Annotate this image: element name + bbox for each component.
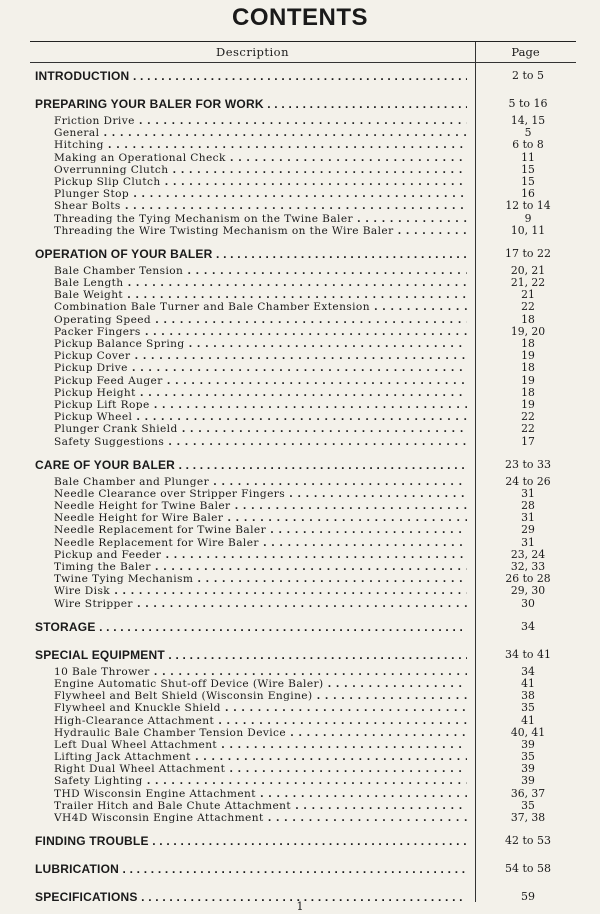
entry-page-ref: 39 — [521, 774, 535, 788]
entry-row — [30, 277, 576, 289]
section-row — [30, 830, 576, 852]
entry-page-ref: 34 — [521, 664, 535, 678]
entry-title: VH4D Wisconsin Engine Attachment . . . — [54, 812, 467, 824]
entry-row — [30, 500, 576, 512]
section-page-ref: 34 — [521, 619, 535, 633]
entry-title: Pickup Balance Spring . . . — [54, 338, 467, 350]
section-row — [30, 858, 576, 880]
entry-row — [30, 188, 576, 200]
section-title: OPERATION OF YOUR BALER . . . — [35, 243, 467, 265]
entry-title: High-Clearance Attachment . . . — [54, 715, 467, 727]
entry-row — [30, 524, 576, 536]
entry-page-ref: 21, 22 — [510, 276, 546, 290]
section-row — [30, 454, 576, 476]
entry-row — [30, 362, 576, 374]
entry-title: Right Dual Wheel Attachment . . . — [54, 763, 467, 775]
entry-title: Wire Stripper . . . — [54, 598, 467, 610]
entry-title: Safety Lighting . . . — [54, 775, 467, 787]
entry-title: Lifting Jack Attachment . . . — [54, 751, 467, 763]
section-title: SPECIFICATIONS . . . — [35, 886, 467, 908]
entry-page-ref: 22 — [521, 300, 535, 314]
entry-page-ref: 11 — [521, 150, 535, 164]
section-title: LUBRICATION . . . — [35, 858, 467, 880]
entry-row — [30, 338, 576, 350]
entry-title: Needle Clearance over Stripper Fingers . . . — [54, 488, 467, 500]
entry-page-ref: 19 — [521, 349, 535, 363]
entry-page-ref: 40, 41 — [510, 725, 546, 739]
entry-row — [30, 164, 576, 176]
page-number: 1 — [296, 900, 304, 913]
contents-table — [30, 41, 576, 905]
entry-page-ref: 30 — [521, 596, 535, 610]
entry-title: Bale Length . . . — [54, 277, 467, 289]
entry-row — [30, 678, 576, 690]
entry-page-ref: 37, 38 — [510, 811, 546, 824]
entry-row — [30, 350, 576, 362]
entry-page-ref: 16 — [521, 187, 535, 201]
section-title: INTRODUCTION . . . — [35, 65, 467, 87]
entry-row — [30, 423, 576, 435]
entry-row — [30, 115, 576, 127]
entry-title: Twine Tying Mechanism . . . — [54, 573, 467, 585]
entry-row — [30, 326, 576, 338]
entry-page-ref: 9 — [524, 211, 532, 225]
entry-page-ref: 15 — [521, 162, 535, 176]
entry-title: Bale Weight . . . — [54, 289, 467, 301]
entry-title: Engine Automatic Shut-off Device (Wire Baler) . . . — [54, 678, 467, 690]
entry-page-ref: 19 — [521, 373, 535, 387]
entry-page-ref: 31 — [521, 535, 535, 549]
entry-title: Pickup Drive . . . — [54, 362, 467, 374]
entry-row — [30, 727, 576, 739]
entry-title: Pickup Lift Rope . . . — [54, 399, 467, 411]
entry-title: Pickup Cover . . . — [54, 350, 467, 362]
entry-page-ref: 35 — [521, 798, 535, 812]
section-row — [30, 93, 576, 115]
entry-row — [30, 549, 576, 561]
entry-page-ref: 36, 37 — [510, 786, 546, 800]
entry-page-ref: 18 — [521, 385, 535, 399]
entry-row — [30, 666, 576, 678]
entry-page-ref: 14, 15 — [510, 114, 546, 127]
entry-row — [30, 265, 576, 277]
entry-page-ref: 19 — [521, 397, 535, 411]
section-row — [30, 644, 576, 666]
entry-row — [30, 301, 576, 313]
entry-title: Bale Chamber and Plunger . . . — [54, 476, 467, 488]
entry-title: Trailer Hitch and Bale Chute Attachment . . . — [54, 800, 467, 812]
entry-page-ref: 18 — [521, 361, 535, 375]
entry-row — [30, 225, 576, 237]
entry-row — [30, 200, 576, 212]
entry-page-ref: 17 — [521, 434, 535, 448]
entry-page-ref: 29 — [521, 523, 535, 537]
entry-row — [30, 488, 576, 500]
entry-page-ref: 35 — [521, 750, 535, 764]
page-header: Page — [511, 45, 540, 59]
entry-title: Making an Operational Check . . . — [54, 152, 467, 164]
entry-title: Shear Bolts . . . — [54, 200, 467, 212]
entry-page-ref: 31 — [521, 486, 535, 500]
entry-page-ref: 41 — [521, 713, 535, 727]
entry-row — [30, 399, 576, 411]
entry-page-ref: 22 — [521, 422, 535, 436]
section-page-ref: 17 to 22 — [504, 246, 552, 260]
entry-page-ref: 41 — [521, 676, 535, 690]
contents-rows — [30, 65, 576, 908]
entry-row — [30, 598, 576, 610]
entry-row — [30, 476, 576, 488]
entry-row — [30, 213, 576, 225]
section-page-ref: 42 to 53 — [504, 834, 552, 848]
entry-title: Packer Fingers . . . — [54, 326, 467, 338]
entry-row — [30, 715, 576, 727]
entry-row — [30, 702, 576, 714]
entry-title: General . . . — [54, 127, 467, 139]
entry-page-ref: 35 — [521, 701, 535, 715]
entry-row — [30, 763, 576, 775]
description-header: Description — [215, 45, 290, 59]
entry-title: Needle Height for Twine Baler . . . — [54, 500, 467, 512]
entry-page-ref: 26 to 28 — [505, 572, 551, 586]
entry-title: Pickup Slip Clutch . . . — [54, 176, 467, 188]
section-page-ref: 59 — [521, 890, 535, 904]
entry-row — [30, 176, 576, 188]
entry-row — [30, 512, 576, 524]
entry-title: Flywheel and Belt Shield (Wisconsin Engine) . . . — [54, 690, 467, 702]
entry-row — [30, 800, 576, 812]
entry-page-ref: 5 — [524, 126, 532, 140]
entry-page-ref: 32, 33 — [510, 560, 546, 573]
entry-page-ref: 28 — [521, 499, 535, 513]
entry-title: Plunger Stop . . . — [54, 188, 467, 200]
entry-title: Needle Replacement for Wire Baler . . . — [54, 537, 467, 549]
entry-row — [30, 127, 576, 139]
entry-title: Needle Height for Wire Baler . . . — [54, 512, 467, 524]
entry-page-ref: 12 to 14 — [505, 199, 551, 213]
section-title: PREPARING YOUR BALER FOR WORK . . . — [35, 93, 467, 115]
entry-row — [30, 585, 576, 597]
table-header — [30, 42, 576, 63]
entry-title: Pickup Wheel . . . — [54, 411, 467, 423]
entry-title: Safety Suggestions . . . — [54, 436, 467, 448]
entry-page-ref: 10, 11 — [510, 223, 546, 237]
entry-row — [30, 812, 576, 824]
entry-row — [30, 573, 576, 585]
entry-row — [30, 152, 576, 164]
entry-row — [30, 690, 576, 702]
entry-page-ref: 39 — [521, 737, 535, 751]
section-page-ref: 34 to 41 — [504, 647, 552, 661]
entry-row — [30, 788, 576, 800]
section-title: CARE OF YOUR BALER . . . — [35, 454, 467, 476]
entry-title: Pickup and Feeder . . . — [54, 549, 467, 561]
section-title: FINDING TROUBLE . . . — [35, 830, 467, 852]
entry-page-ref: 39 — [521, 762, 535, 776]
entry-page-ref: 20, 21 — [510, 263, 546, 277]
entry-row — [30, 436, 576, 448]
entry-title: Pickup Height . . . — [54, 387, 467, 399]
entry-page-ref: 18 — [521, 337, 535, 350]
section-row — [30, 65, 576, 87]
entry-title: 10 Bale Thrower . . . — [54, 666, 467, 678]
entry-row — [30, 751, 576, 763]
entry-page-ref: 22 — [521, 410, 535, 424]
entry-row — [30, 387, 576, 399]
section-title: SPECIAL EQUIPMENT . . . — [35, 644, 467, 666]
entry-row — [30, 375, 576, 387]
entry-title: Bale Chamber Tension . . . — [54, 265, 467, 277]
entry-title: Flywheel and Knuckle Shield . . . — [54, 702, 467, 714]
entry-title: Hydraulic Bale Chamber Tension Device . . . — [54, 727, 467, 739]
section-row — [30, 616, 576, 638]
entry-page-ref: 15 — [521, 174, 535, 188]
page-title: CONTENTS — [232, 4, 368, 31]
entry-title: Threading the Wire Twisting Mechanism on the Wire Baler . . . — [54, 225, 467, 237]
entry-title: Friction Drive . . . — [54, 115, 467, 127]
entry-title: Operating Speed . . . — [54, 314, 467, 326]
section-page-ref: 5 to 16 — [508, 97, 548, 110]
section-title: STORAGE . . . — [35, 616, 467, 638]
entry-row — [30, 411, 576, 423]
section-page-ref: 23 to 33 — [504, 457, 552, 471]
entry-title: Threading the Tying Mechanism on the Twine Baler . . . — [54, 213, 467, 225]
entry-row — [30, 289, 576, 301]
entry-row — [30, 739, 576, 751]
entry-row — [30, 537, 576, 549]
entry-title: Overrunning Clutch . . . — [54, 164, 467, 176]
section-page-ref: 2 to 5 — [511, 69, 545, 82]
entry-page-ref: 29, 30 — [510, 584, 546, 598]
entry-title: Timing the Baler . . . — [54, 561, 467, 573]
entry-row — [30, 775, 576, 787]
entry-page-ref: 18 — [521, 312, 535, 326]
entry-title: Plunger Crank Shield . . . — [54, 423, 467, 435]
entry-title: Hitching . . . — [54, 139, 467, 151]
section-page-ref: 54 to 58 — [504, 862, 552, 876]
entry-page-ref: 24 to 26 — [505, 474, 551, 488]
entry-page-ref: 23, 24 — [510, 547, 546, 561]
entry-title: Needle Replacement for Twine Baler . . . — [54, 524, 467, 536]
entry-page-ref: 21 — [521, 288, 535, 302]
entry-page-ref: 38 — [521, 689, 535, 703]
entry-row — [30, 139, 576, 151]
entry-title: Left Dual Wheel Attachment . . . — [54, 739, 467, 751]
entry-title: THD Wisconsin Engine Attachment . . . — [54, 788, 467, 800]
entry-title: Wire Disk . . . — [54, 585, 467, 597]
entry-title: Pickup Feed Auger . . . — [54, 375, 467, 387]
entry-page-ref: 6 to 8 — [512, 138, 544, 152]
entry-page-ref: 31 — [521, 511, 535, 525]
entry-page-ref: 19, 20 — [510, 324, 546, 338]
entry-title: Combination Bale Turner and Bale Chamber Extension . . . — [54, 301, 467, 313]
entry-row — [30, 561, 576, 573]
entry-row — [30, 314, 576, 326]
section-row — [30, 243, 576, 265]
